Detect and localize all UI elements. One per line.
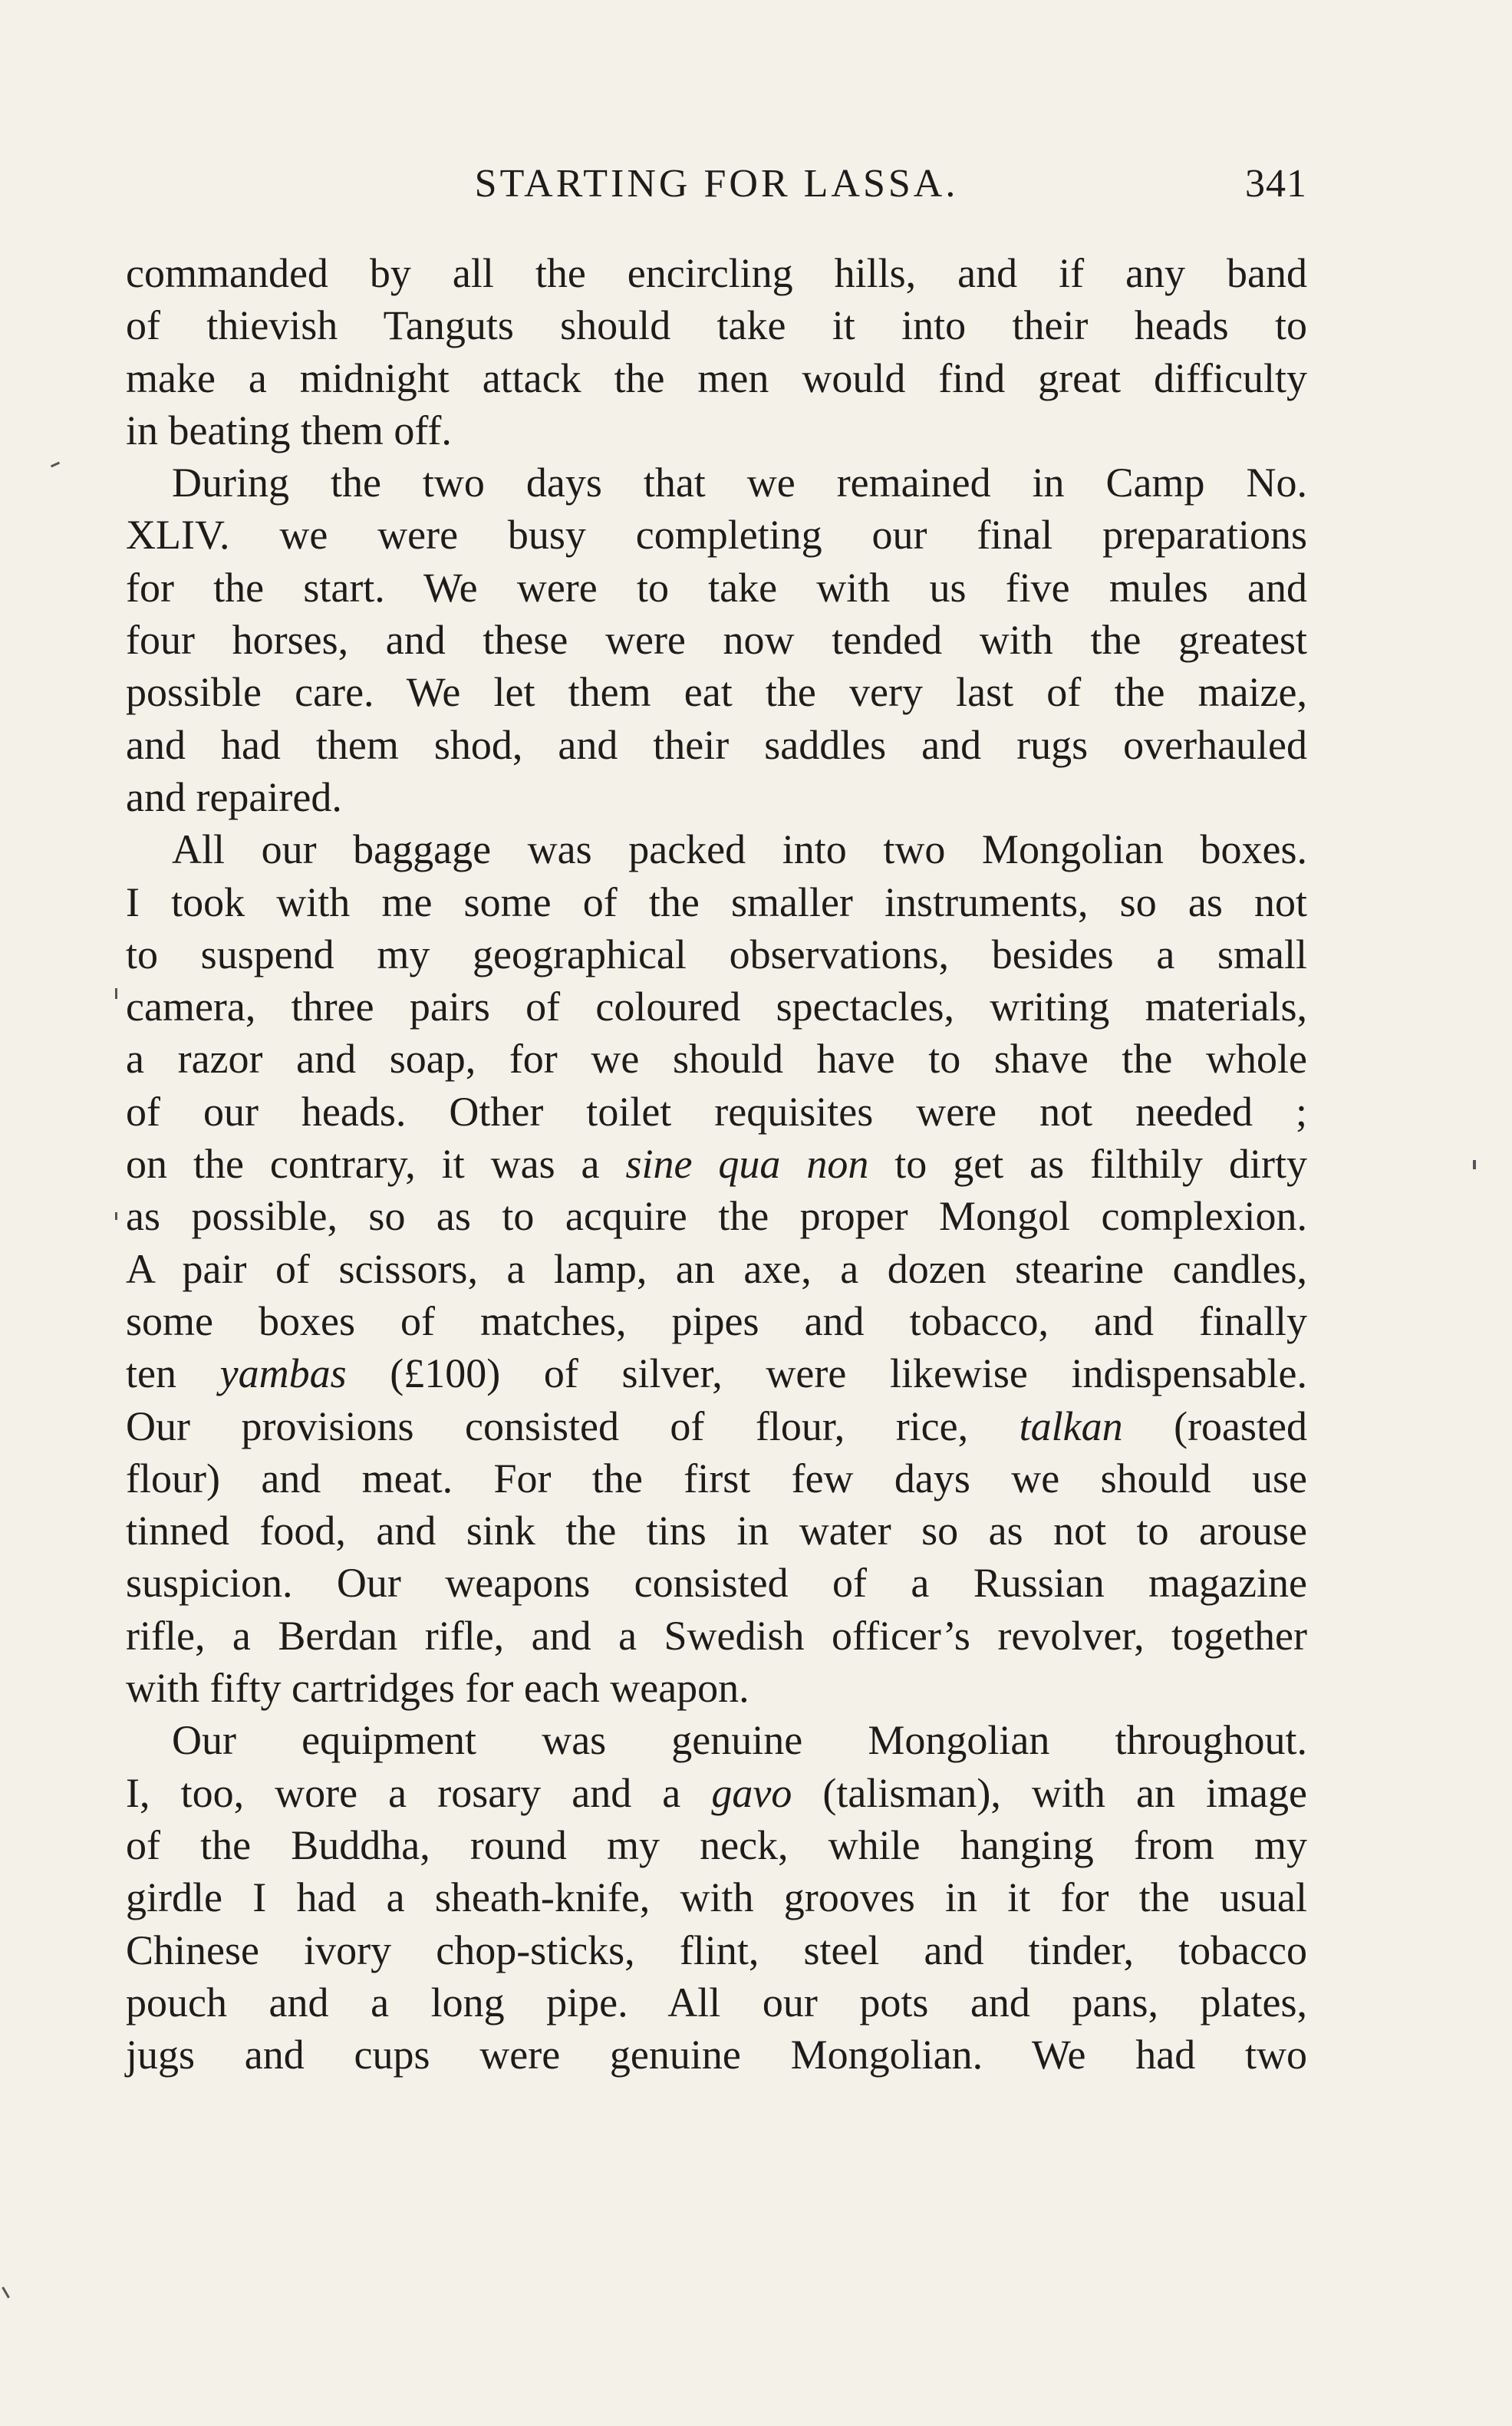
text-line — [126, 1610, 1307, 1662]
text-segment: a razor and soap, for we should have to shave the whole — [126, 1036, 1307, 1083]
text-segment: possible care. We let them eat the very last of the maize, — [126, 669, 1307, 716]
text-segment: commanded by all the encircling hills, and if any band — [126, 250, 1307, 296]
margin-speck — [115, 988, 117, 999]
text-line — [126, 1190, 1307, 1242]
text-line — [126, 1400, 1307, 1452]
text-line — [126, 247, 1307, 299]
text-segment: girdle I had a sheath-knife, with grooves in it for the usual — [126, 1874, 1307, 1921]
italic-term: yambas — [219, 1350, 347, 1397]
text-segment: XLIV. we were busy completing our final preparations — [126, 512, 1307, 559]
text-segment: I took with me some of the smaller instruments, so as not — [126, 878, 1307, 925]
text-line — [126, 352, 1307, 404]
text-segment: flour) and meat. For the first few days we should use — [126, 1455, 1307, 1501]
text-segment: Chinese ivory chop-sticks, flint, steel and tinder, tobacco — [126, 1927, 1307, 1973]
text-line — [126, 1295, 1307, 1347]
text-segment: All our baggage was packed into two Mongolian boxes. — [172, 826, 1307, 873]
italic-term: sine qua non — [625, 1141, 869, 1188]
text-segment: make a midnight attack the men would find great difficulty — [126, 354, 1307, 401]
running-head — [126, 161, 1307, 215]
text-segment: Our equipment was genuine Mongolian throughout. — [172, 1717, 1307, 1764]
text-segment: and repaired. — [126, 773, 342, 820]
text-segment: with fifty cartridges for each weapon. — [126, 1665, 749, 1712]
text-line — [126, 981, 1307, 1033]
text-segment: and had them shod, and their saddles and rugs overhauled — [126, 721, 1307, 768]
text-line — [126, 719, 1307, 771]
text-line — [126, 562, 1307, 614]
text-segment: I, too, wore a rosary and a — [126, 1769, 712, 1816]
text-segment: on the contrary, it was a — [126, 1141, 626, 1188]
text-segment: ten — [126, 1350, 220, 1397]
text-line — [126, 404, 1307, 457]
italic-term: gavo — [711, 1769, 792, 1816]
text-line — [126, 1819, 1307, 1871]
text-segment: to get as filthily dirty — [868, 1141, 1307, 1188]
text-line — [126, 1767, 1307, 1819]
text-segment: During the two days that we remained in Camp No. — [172, 460, 1307, 506]
text-line — [126, 1924, 1307, 1976]
margin-speck — [1473, 1160, 1476, 1169]
text-segment: (£100) of silver, were likewise indispensable. — [346, 1350, 1307, 1397]
text-line — [126, 1243, 1307, 1295]
text-line — [126, 876, 1307, 928]
text-line — [126, 1557, 1307, 1609]
text-line — [126, 1452, 1307, 1505]
margin-speck — [2, 2286, 10, 2298]
text-line — [126, 666, 1307, 718]
text-line — [126, 1347, 1307, 1399]
text-segment: in beating them off. — [126, 407, 452, 453]
text-segment: camera, three pairs of coloured spectacles, writing materials, — [126, 984, 1307, 1030]
text-segment: (talisman), with an image — [792, 1769, 1307, 1816]
text-segment: to suspend my geographical observations, besides a small — [126, 931, 1307, 977]
text-line — [126, 928, 1307, 981]
text-segment: tinned food, and sink the tins in water so as not to arouse — [126, 1508, 1307, 1554]
text-line — [126, 1505, 1307, 1557]
text-line — [126, 1086, 1307, 1138]
margin-speck — [115, 1212, 117, 1220]
text-segment: of thievish Tanguts should take it into their heads to — [126, 302, 1307, 349]
text-segment: A pair of scissors, a lamp, an axe, a dozen stearine candles, — [126, 1245, 1307, 1292]
text-line — [126, 299, 1307, 351]
text-line — [126, 1033, 1307, 1085]
page-number: 341 — [1245, 162, 1307, 206]
text-line — [126, 823, 1307, 875]
text-line — [126, 771, 1307, 823]
text-line — [126, 2029, 1307, 2081]
text-segment: rifle, a Berdan rifle, and a Swedish officer’s revolver, together — [126, 1612, 1307, 1659]
text-segment: Our provisions consisted of flour, rice, — [126, 1403, 1020, 1449]
text-segment: suspicion. Our weapons consisted of a Russian magazine — [126, 1560, 1307, 1607]
text-line — [126, 1662, 1307, 1714]
text-line — [126, 1976, 1307, 2029]
text-line — [126, 509, 1307, 561]
text-segment: some boxes of matches, pipes and tobacco, and finally — [126, 1297, 1307, 1344]
text-segment: as possible, so as to acquire the proper Mongol complexion. — [126, 1193, 1307, 1240]
text-segment: of the Buddha, round my neck, while hanging from my — [126, 1821, 1307, 1868]
text-segment: four horses, and these were now tended with the greatest — [126, 617, 1307, 664]
text-segment: jugs and cups were genuine Mongolian. We had two — [126, 2032, 1307, 2078]
running-title: STARTING FOR LASSA. — [474, 162, 959, 206]
text-segment: for the start. We were to take with us five mules and — [126, 564, 1307, 611]
text-line — [126, 1138, 1307, 1190]
text-segment: of our heads. Other toilet requisites were not needed ; — [126, 1088, 1307, 1135]
italic-term: talkan — [1019, 1403, 1123, 1449]
text-line — [126, 614, 1307, 666]
text-line — [126, 457, 1307, 509]
text-line — [126, 1714, 1307, 1766]
text-line — [126, 1871, 1307, 1923]
margin-speck — [51, 462, 60, 468]
text-segment: (roasted — [1122, 1403, 1307, 1449]
body-text — [126, 247, 1307, 2081]
text-segment: pouch and a long pipe. All our pots and pans, plates, — [126, 1979, 1307, 2026]
